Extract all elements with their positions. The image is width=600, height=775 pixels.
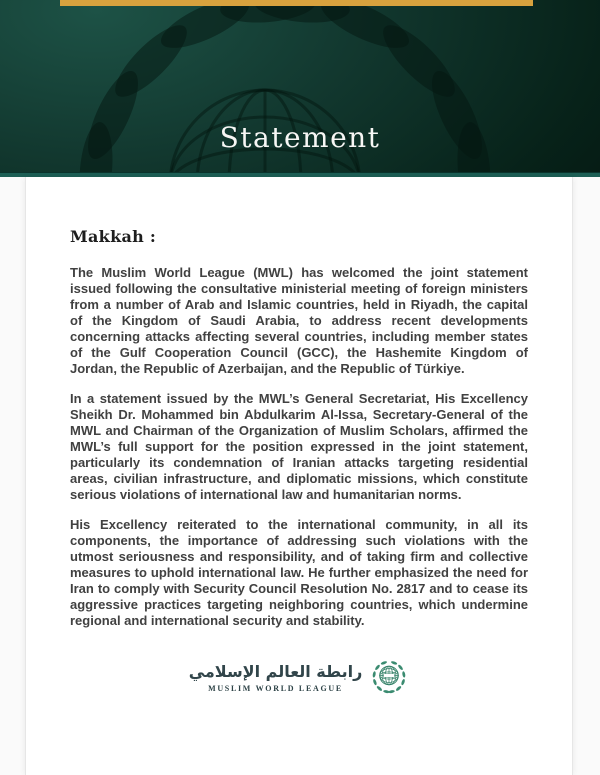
page-title: Statement: [219, 121, 381, 154]
statement-card: [25, 177, 573, 775]
mwl-logo-text: [189, 662, 363, 693]
statement-header: [0, 0, 600, 172]
statement-paragraph-2: In a statement issued by the MWL’s General Secretariat, His Excellency Sheikh Dr. Mohammed bin Abdulkarim Al-Issa, Secretary-General of the MWL and Chairman of the Organization of Muslim Scholars, affirmed the MWL’s full support for the position expressed in the joint statement, particularly its condemnation of Iranian attacks targeting residential areas, civilian infrastructure, and diplomatic missions, which constitute serious violations of international law and humanitarian norms.: [70, 391, 528, 502]
statement-paragraph-3: His Excellency reiterated to the international community, in all its components, the importance of addressing such violations with the utmost seriousness and responsibility, and of taking firm and collective measures to uphold international law. He further emphasized the need for Iran to comply with Security Council Resolution No. 2817 and to cease its aggressive practices targeting neighboring countries, which undermine regional and international security and stability.: [70, 517, 528, 628]
dateline-heading: Makkah :: [70, 227, 157, 246]
mwl-logo-arabic: رابطة العالم الإسلامي: [188, 661, 363, 681]
gold-accent-bar: [60, 0, 533, 6]
mwl-logo-english: MUSLIM WORLD LEAGUE: [208, 683, 343, 693]
statement-paragraph-1: The Muslim World League (MWL) has welcomed the joint statement issued following the consultative ministerial meeting of foreign ministers from a number of Arab and Islamic countries, held in Riyadh, the capital of the Kingdom of Saudi Arabia, to address recent developments concerning attacks affecting several countries, including member states of the Gulf Cooperation Council (GCC), the Hashemite Kingdom of Jordan, the Republic of Azerbaijan, and the Republic of Türkiye.: [70, 265, 528, 376]
mwl-logo: [70, 656, 528, 698]
mwl-globe-wreath-icon: [369, 656, 409, 698]
